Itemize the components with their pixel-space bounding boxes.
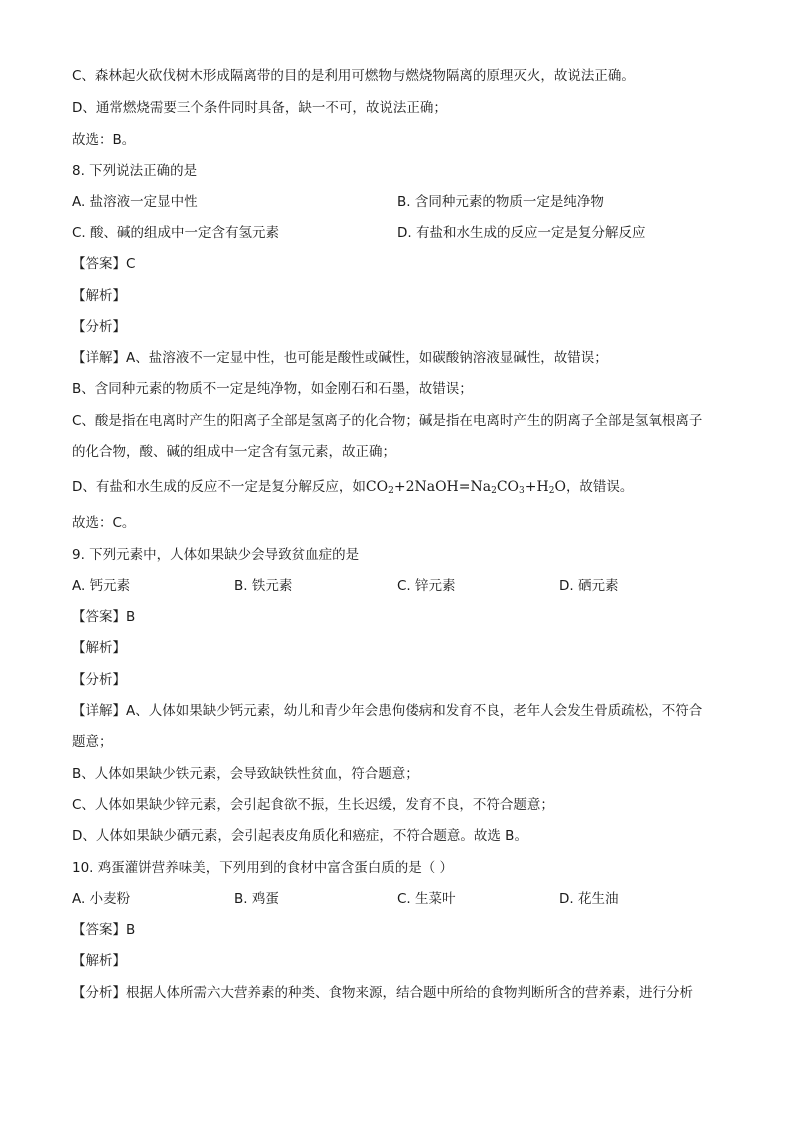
q9-option-a: A. 钙元素 xyxy=(72,578,131,594)
q9-detail-c: C、人体如果缺少锌元素，会引起食欲不振，生长迟缓，发育不良，不符合题意； xyxy=(72,797,554,813)
q8-options-row-2 xyxy=(72,223,732,243)
q10-option-d: D. 花生油 xyxy=(559,891,619,907)
q9-options-row xyxy=(72,576,732,596)
q8-answer: 【答案】C xyxy=(72,256,136,272)
q10-option-b: B. 鸡蛋 xyxy=(234,891,279,907)
q8-jiexi-label: 【解析】 xyxy=(72,288,126,304)
q9-option-c: C. 锌元素 xyxy=(397,578,456,594)
q10-option-c: C. 生菜叶 xyxy=(397,891,456,907)
q9-detail-a-line-2: 题意； xyxy=(72,734,113,750)
q10-question: 10. 鸡蛋灌饼营养味美，下列用到的食材中富含蛋白质的是（ ） xyxy=(72,860,454,876)
q8-question: 8. 下列说法正确的是 xyxy=(72,163,198,179)
q8-fenxi-label: 【分析】 xyxy=(72,319,126,335)
q8-selection: 故选：C。 xyxy=(72,515,136,531)
q9-detail-d: D、人体如果缺少硒元素，会引起表皮角质化和癌症，不符合题意。故选 B。 xyxy=(72,828,528,844)
q9-jiexi-label: 【解析】 xyxy=(72,640,126,656)
q9-option-d: D. 硒元素 xyxy=(559,578,619,594)
q7-option-c-explanation: C、森林起火砍伐树木形成隔离带的目的是利用可燃物与燃烧物隔离的原理灭火，故说法正确。 xyxy=(72,68,635,84)
q8-option-d: D. 有盐和水生成的反应一定是复分解反应 xyxy=(397,225,646,241)
q8-detail-c-line-1: C、酸是指在电离时产生的阳离子全部是氢离子的化合物；碱是指在电离时产生的阴离子全部是氢氧根离子 xyxy=(72,413,703,429)
q7-selection: 故选：B。 xyxy=(72,132,136,148)
q8-detail-b: B、含同种元素的物质不一定是纯净物，如金刚石和石墨，故错误； xyxy=(72,381,473,397)
q9-question: 9. 下列元素中，人体如果缺少会导致贫血症的是 xyxy=(72,547,360,563)
q8-detail-c-line-2: 的化合物，酸、碱的组成中一定含有氢元素，故正确； xyxy=(72,444,396,460)
q8-detail-d xyxy=(72,477,633,497)
chemical-equation: $CO_2+2NaOH=Na_2CO_3+H_2O$ xyxy=(365,479,566,496)
q8-detail-d-text: D、有盐和水生成的反应不一定是复分解反应，如 xyxy=(72,479,366,495)
q10-option-a: A. 小麦粉 xyxy=(72,891,131,907)
q9-detail-b: B、人体如果缺少铁元素，会导致缺铁性贫血，符合题意； xyxy=(72,766,419,782)
q8-option-c: C. 酸、碱的组成中一定含有氢元素 xyxy=(72,225,280,241)
q10-answer: 【答案】B xyxy=(72,922,136,938)
q9-option-b: B. 铁元素 xyxy=(234,578,293,594)
q10-jiexi-label: 【解析】 xyxy=(72,953,126,969)
q8-detail-d-conclusion: ，故错误。 xyxy=(565,479,634,495)
q8-options-row-1 xyxy=(72,192,732,212)
q10-options-row xyxy=(72,889,732,909)
q9-fenxi-label: 【分析】 xyxy=(72,672,126,688)
q8-detail-a: 【详解】A、盐溶液不一定显中性，也可能是酸性或碱性，如碳酸钠溶液显碱性，故错误； xyxy=(72,350,608,366)
q8-option-b: B. 含同种元素的物质一定是纯净物 xyxy=(397,194,604,210)
q9-answer: 【答案】B xyxy=(72,609,136,625)
q10-fenxi: 【分析】根据人体所需六大营养素的种类、食物来源，结合题中所给的食物判断所含的营养素，进行分析 xyxy=(72,985,693,1001)
q8-option-a: A. 盐溶液一定显中性 xyxy=(72,194,198,210)
q7-option-d-explanation: D、通常燃烧需要三个条件同时具备，缺一不可，故说法正确； xyxy=(72,100,447,116)
q9-detail-a-line-1: 【详解】A、人体如果缺少钙元素，幼儿和青少年会患佝偻病和发育不良，老年人会发生骨质疏松，不符合 xyxy=(72,703,703,719)
